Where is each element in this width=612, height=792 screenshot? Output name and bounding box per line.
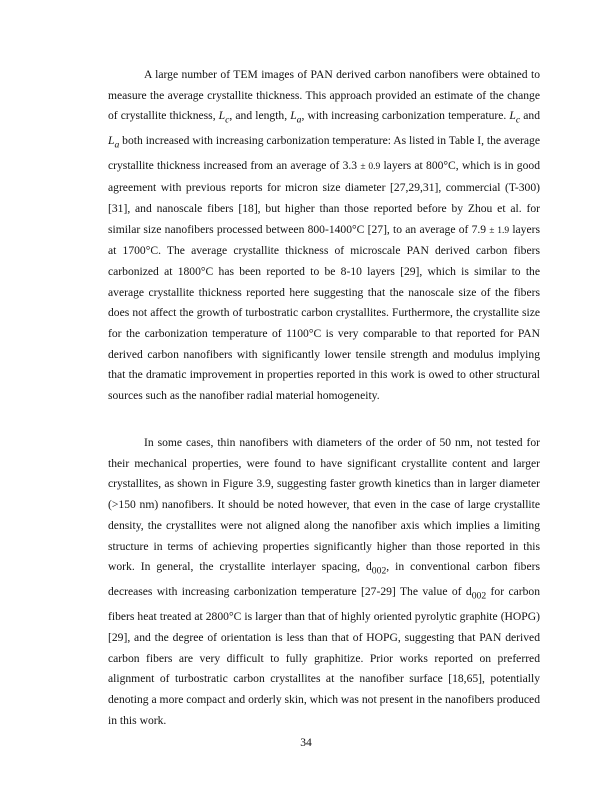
symbol-lc: $L_c$ bbox=[218, 109, 230, 126]
text-run: layers at 1700°C. The average crystallite thickness of microscale PAN derived carbon fibers carbonized at 1800°C has been reported to be 8-10 layers [29], which is similar to the average crystallite thickness reported here suggesting that the nanoscale size of the fibers does not affect the growth of turbostratic carbon crystallites. Furthermore, the crystallite size for the carbonization temperature of 1100°C is very comparable to that reported for PAN derived carbon nanofibers with significantly lower tensile strength and modulus implying that the dramatic improvement in properties reported in this work is owed to other structural sources such as the nanofiber radial material homogeneity. bbox=[108, 222, 540, 403]
symbol-la: $L_a$ bbox=[108, 134, 120, 151]
symbol-lc: $L_c$ bbox=[509, 109, 521, 126]
paragraph-tem-crystallite-thickness bbox=[108, 65, 540, 407]
page-number: 34 bbox=[300, 736, 312, 749]
paragraph-text bbox=[108, 65, 540, 407]
error-value: ± 1.9 bbox=[489, 225, 510, 236]
text-run: A large number of TEM images of PAN derived carbon nanofibers were obtained to measure the average crystallite thickness. This approach provided an estimate of the change of crystallite thickness, bbox=[108, 68, 540, 123]
error-value: ± 0.9 bbox=[360, 162, 381, 173]
symbol-la: $L_a$ bbox=[290, 109, 302, 126]
text-run: both increased with increasing carbonization temperature: As listed in Table I, the average crystallite thickness increased from an average of 3.3 bbox=[108, 134, 540, 173]
subscript-002: 002 bbox=[471, 590, 487, 602]
text-run: and bbox=[520, 109, 540, 123]
text-run: In some cases, thin nanofibers with diameters of the order of 50 nm, not tested for their mechanical properties, were found to have significant crystallite content and larger crystallites, as shown in Figure 3.9, suggesting faster growth kinetics than in larger diameter (>150 nm) nanofibers. It should be noted however, that even in the case of large crystallite density, the crystallites were not aligned along the nanofiber axis which implies a limiting structure in terms of achieving properties significantly higher than those reported in this work. In general, the crystallite interlayer spacing, d bbox=[108, 436, 540, 574]
paragraph-thin-nanofibers bbox=[108, 433, 540, 731]
text-run: , with increasing carbonization temperature. bbox=[301, 109, 510, 123]
text-run: layers at 800°C, which is in good agreement with previous reports for micron size diameter [27,29,31], commercial (T-300) [31], and nanoscale fibers [18], but higher than those reported before by Zhou et al. for similar size nanofibers processed between 800-1400°C [27], to an average of 7.9 bbox=[108, 159, 540, 236]
text-run: , in conventional carbon fibers decreases with increasing carbonization temperature [27-29] The value of d bbox=[108, 560, 540, 599]
text-run: for carbon fibers heat treated at 2800°C is larger than that of highly oriented pyrolytic graphite (HOPG) [29], and the degree of orientation is less than that of HOPG, suggesting that PAN derived carbon fibers are very difficult to fully graphitize. Prior works reported on preferred alignment of turbostratic carbon crystallites at the nanofiber surface [18,65], potentially denoting a more compact and orderly skin, which was not present in the nanofibers produced in this work. bbox=[108, 585, 540, 727]
paragraph-text bbox=[108, 433, 540, 731]
text-run: , and length, bbox=[229, 109, 291, 123]
subscript-002: 002 bbox=[371, 565, 387, 577]
